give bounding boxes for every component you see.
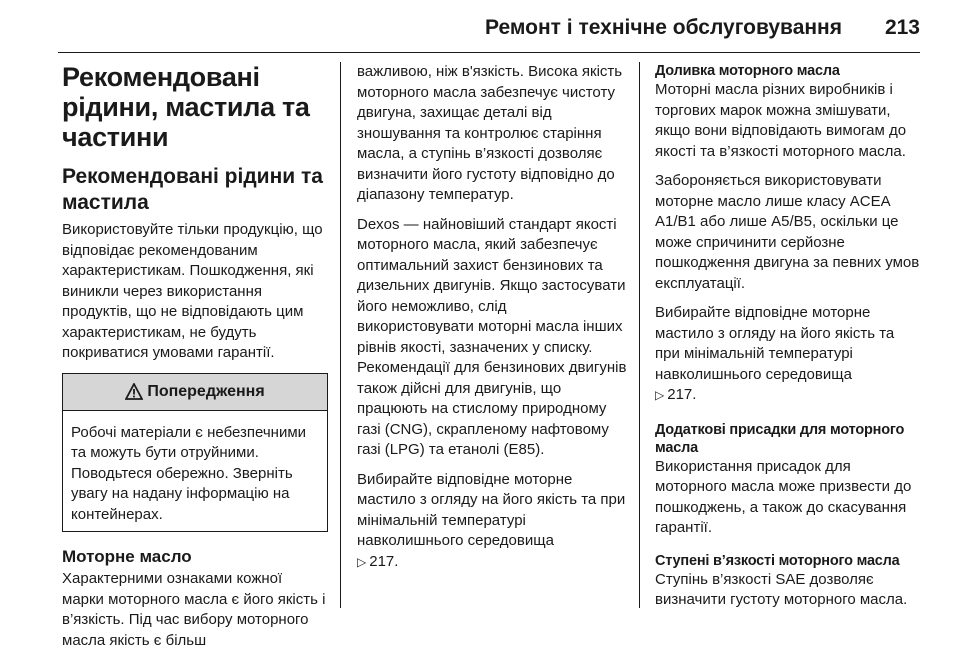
topup-paragraph: Моторні масла різних виробників і торгових марок можна змішувати, якщо вони відповідають вимогам до якості та в’язкості моторного масла.: [655, 81, 907, 160]
page-number: 213: [884, 16, 920, 39]
viscosity-paragraph: Ступінь в’язкості SAE дозволяє визначити густоту моторного масла.: [655, 570, 908, 608]
page-ref-link-2[interactable]: 217.: [667, 386, 697, 403]
page-ref-icon: ▷: [357, 554, 367, 569]
forbidden-paragraph: Забороняється використовувати моторне масло лише класу ACEA A1/B1 або лише A5/B5, оскільки це може спричинити серйозне пошкодження двигуна за певних умов експлуатації.: [655, 172, 920, 292]
paragraph-choose-oil: [357, 470, 627, 573]
engine-oil-paragraph: Характерними ознаками кожної марки моторного масла є його якість і в’язкість. Під час вибору моторного масла якість є більш: [62, 570, 326, 649]
warning-text: Робочі матеріали є небезпечними та можуть бути отруйними. Поводьтеся обережно. Зверніть увагу на надану інформацію на контейнерах.: [71, 423, 307, 523]
additives-heading: Додаткові присадки для моторного масла: [655, 421, 905, 456]
warning-header: [63, 374, 327, 411]
warning-body: [63, 411, 327, 532]
paragraph-dexos: Dexos — найновіший стандарт якості моторного масла, який забезпечує оптимальний захист бензинових та дизельних двигунів. Якщо застосувати його неможливо, слід використовувати моторні масла інших рівнів якості, зазначених у списку. Рекомендації для бензинових двигунів також дійсні для двигунів, що працюють на стислому природному газі (CNG), скрапленому нафтовому газі (LPG) та етанолі (E85).: [357, 215, 627, 458]
column-divider-1: [340, 62, 341, 608]
intro-paragraph: Використовуйте тільки продукцію, що відповідає рекомендованим характеристикам. Пошкодження, які виникли через використання продуктів, що не відповідають цим характеристикам, не будуть покриватися умовами гарантії.: [62, 221, 323, 361]
page-ref-link[interactable]: 217.: [369, 552, 399, 570]
column-2: [357, 62, 627, 581]
column-3: [655, 62, 920, 620]
page-ref-icon-2: ▷: [655, 388, 665, 402]
paragraph-quality: важливою, ніж в'язкість. Висока якість моторного масла забезпечує чистоту двигуна, захищає деталі від зношування та контролює старіння масла, а ступінь в’язкості дозволяє визначити його густоту відповідно до діапазону температур.: [357, 63, 623, 203]
header-rule: [58, 52, 920, 53]
warning-title: Попередження: [147, 382, 265, 400]
page-header: [0, 0, 960, 52]
warning-triangle-icon: [125, 383, 143, 400]
warning-box: [62, 373, 328, 533]
column-divider-2: [639, 62, 640, 608]
viscosity-heading: Ступені в’язкості моторного масла: [655, 552, 900, 569]
choose-oil-paragraph: [655, 303, 920, 406]
additives-paragraph: Використання присадок для моторного масла може призвести до пошкоджень, а також до скасування гарантії.: [655, 457, 912, 536]
column-1: [62, 62, 328, 660]
subsection-heading: Рекомендовані рідини та мастила: [62, 165, 323, 214]
choose-oil-text: Вибирайте відповідне моторне мастило з огляду на його якість та при мінімальній температурі навколишнього середовища: [357, 470, 626, 549]
engine-oil-heading: Моторне масло: [62, 547, 192, 566]
section-heading: Рекомендовані рідини, мастила та частини: [62, 62, 310, 152]
header-title: Ремонт і технічне обслуговування: [485, 16, 842, 39]
choose-oil-text-2: Вибирайте відповідне моторне мастило з огляду на його якість та при мінімальній температурі навколишнього середовища: [655, 304, 895, 383]
topup-heading: Доливка моторного масла: [655, 63, 840, 79]
